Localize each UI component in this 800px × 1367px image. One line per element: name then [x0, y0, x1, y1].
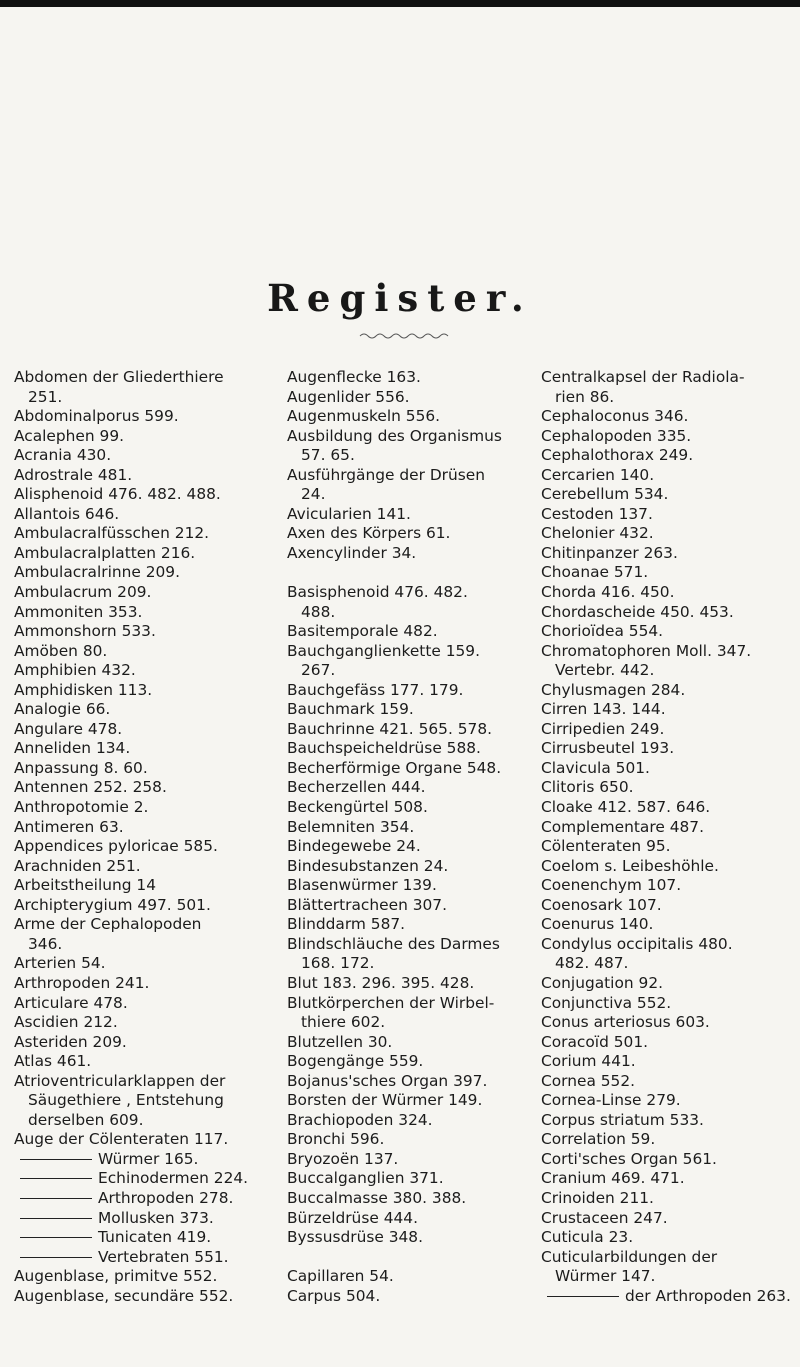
index-entry: Conjunctiva 552.	[541, 993, 672, 1012]
index-subentry: Echinodermen 224.	[14, 1169, 276, 1189]
index-entry: Chorioïdea 554.	[541, 622, 664, 641]
index-entry: Buccalmasse 380. 388.	[287, 1188, 467, 1207]
index-entry-continuation: 488.	[301, 602, 336, 621]
index-entry: Choanae 571.	[541, 563, 649, 582]
index-entry: Chylusmagen 284.	[541, 680, 686, 699]
index-entry: Cephalothorax 249.	[541, 446, 694, 465]
index-entry: Basisphenoid 476. 482.	[287, 583, 468, 602]
index-entry: Cestoden 137.	[541, 504, 653, 523]
index-entry: Bauchrinne 421. 565. 578.	[287, 719, 493, 738]
index-entry: Cornea 552.	[541, 1071, 636, 1090]
index-entry: Bojanus'sches Organ 397.	[287, 1071, 488, 1090]
index-entry: Buccalganglien 371.	[287, 1169, 444, 1188]
index-entry: Alisphenoid 476. 482. 488.	[14, 485, 221, 504]
index-entry: Correlation 59.	[541, 1130, 656, 1149]
page-title: Register.	[267, 276, 533, 320]
index-entry: Crustaceen 247.	[541, 1208, 668, 1227]
index-entry: Bauchganglienkette 159.	[287, 641, 480, 660]
index-entry: Ammonshorn 533.	[14, 622, 156, 641]
index-entry-continuation: 482. 487.	[555, 954, 629, 973]
index-entry: Carpus 504.	[287, 1286, 381, 1305]
index-entry: Cephalopoden 335.	[541, 426, 692, 445]
index-entry-continuation: 346.	[28, 934, 63, 953]
index-entry: Chitinpanzer 263.	[541, 543, 678, 562]
index-entry: Bauchmark 159.	[287, 700, 414, 719]
index-entry: Archipterygium 497. 501.	[14, 895, 211, 914]
index-entry: Chromatophoren Moll. 347.	[541, 641, 752, 660]
index-entry: Ambulacrum 209.	[14, 583, 152, 602]
index-entry: Complementare 487.	[541, 817, 704, 836]
index-entry-continuation: Säugethiere , Entstehung	[28, 1091, 224, 1110]
index-entry: Augenblase, secundäre 552.	[14, 1286, 234, 1305]
index-entry: Chelonier 432.	[541, 524, 654, 543]
index-entry: Arachniden 251.	[14, 856, 141, 875]
index-entry: Corpus striatum 533.	[541, 1110, 704, 1129]
index-entry: Atrioventricularklappen der	[14, 1071, 226, 1090]
index-entry: Bronchi 596.	[287, 1130, 385, 1149]
index-entry: Ambulacralrinne 209.	[14, 563, 180, 582]
index-entry: Ambulacralplatten 216.	[14, 543, 196, 562]
index-subentry: der Arthropoden 263.	[541, 1287, 797, 1307]
index-entry: Atlas 461.	[14, 1052, 92, 1071]
index-entry: Blindschläuche des Darmes	[287, 934, 500, 953]
index-entry: Avicularien 141.	[287, 504, 411, 523]
index-entry: Ausbildung des Organismus	[287, 426, 502, 445]
index-column-1	[14, 368, 276, 1306]
index-entry: Antennen 252. 258.	[14, 778, 167, 797]
index-entry: Chorda 416. 450.	[541, 583, 675, 602]
index-entry: Blut 183. 296. 395. 428.	[287, 973, 475, 992]
page-top-border	[0, 0, 800, 7]
index-entry: Blutzellen 30.	[287, 1032, 393, 1051]
index-entry: Coenenchym 107.	[541, 876, 682, 895]
index-entry: Borsten der Würmer 149.	[287, 1091, 483, 1110]
index-entry: Ammoniten 353.	[14, 602, 143, 621]
index-subentry: Vertebraten 551.	[14, 1248, 276, 1268]
index-entry: Arbeitstheilung 14	[14, 876, 156, 895]
index-entry: Axen des Körpers 61.	[287, 524, 451, 543]
index-entry: Blasenwürmer 139.	[287, 876, 437, 895]
index-entry: Cuticularbildungen der	[541, 1247, 718, 1266]
index-entry: Arterien 54.	[14, 954, 106, 973]
index-entry: Bürzeldrüse 444.	[287, 1208, 418, 1227]
index-entry: Anthropotomie 2.	[14, 798, 149, 817]
index-entry-continuation: 168. 172.	[301, 954, 375, 973]
index-entry: Cornea-Linse 279.	[541, 1091, 681, 1110]
index-entry: Amphidisken 113.	[14, 680, 153, 699]
index-entry: Bindesubstanzen 24.	[287, 856, 449, 875]
index-entry: Belemniten 354.	[287, 817, 415, 836]
index-entry: Analogie 66.	[14, 700, 111, 719]
index-entry-continuation: 251.	[28, 387, 63, 406]
index-entry: Becherzellen 444.	[287, 778, 426, 797]
index-entry: Condylus occipitalis 480.	[541, 934, 733, 953]
index-entry: Bindegewebe 24.	[287, 837, 421, 856]
index-entry: Augenflecke 163.	[287, 368, 421, 386]
index-entry: Cerebellum 534.	[541, 485, 669, 504]
index-entry: Coracoïd 501.	[541, 1032, 649, 1051]
index-entry-continuation: 24.	[301, 485, 326, 504]
index-subentry: Arthropoden 278.	[14, 1189, 276, 1209]
index-column-2	[287, 368, 537, 1306]
index-entry-continuation: rien 86.	[555, 387, 615, 406]
index-entry: Blättertracheen 307.	[287, 895, 447, 914]
index-entry: Byssusdrüse 348.	[287, 1228, 423, 1247]
index-entry-continuation: Würmer 147.	[555, 1267, 656, 1286]
index-entry: Augenlider 556.	[287, 387, 410, 406]
index-entry: Arthropoden 241.	[14, 973, 150, 992]
index-entry: Ascidien 212.	[14, 1013, 118, 1032]
index-entry: Cranium 469. 471.	[541, 1169, 685, 1188]
index-entry: Cercarien 140.	[541, 465, 655, 484]
index-entry: Basitemporale 482.	[287, 622, 438, 641]
index-entry: Cirren 143. 144.	[541, 700, 666, 719]
index-entry-continuation: 267.	[301, 661, 336, 680]
index-entry-continuation: thiere 602.	[301, 1013, 386, 1032]
index-entry: Augenmuskeln 556.	[287, 407, 441, 426]
index-entry: Bryozoën 137.	[287, 1149, 399, 1168]
index-entry: Capillaren 54.	[287, 1267, 394, 1286]
index-entry: Auge der Cölenteraten 117.	[14, 1130, 229, 1149]
index-entry: Ausführgänge der Drüsen	[287, 465, 486, 484]
index-entry: Blinddarm 587.	[287, 915, 406, 934]
index-entry: Acalephen 99.	[14, 426, 125, 445]
index-entry: Arme der Cephalopoden	[14, 915, 202, 934]
title-ornament	[358, 331, 450, 341]
index-entry: Axencylinder 34.	[287, 543, 417, 562]
index-entry: Corti'sches Organ 561.	[541, 1149, 717, 1168]
index-entry: Ambulacralfüsschen 212.	[14, 524, 210, 543]
index-entry: Anpassung 8. 60.	[14, 758, 148, 777]
index-entry: Blutkörperchen der Wirbel-	[287, 993, 495, 1012]
index-entry: Cuticula 23.	[541, 1228, 634, 1247]
index-entry: Anneliden 134.	[14, 739, 131, 758]
section-gap	[287, 563, 537, 583]
index-entry: Crinoiden 211.	[541, 1188, 654, 1207]
index-subentry: Mollusken 373.	[14, 1209, 276, 1229]
index-entry: Antimeren 63.	[14, 817, 124, 836]
index-entry-continuation: derselben 609.	[28, 1110, 144, 1129]
index-entry: Abdominalporus 599.	[14, 407, 179, 426]
index-entry: Brachiopoden 324.	[287, 1110, 433, 1129]
index-entry: Augenblase, primitve 552.	[14, 1267, 218, 1286]
index-entry: Cirripedien 249.	[541, 719, 665, 738]
index-entry: Cirrusbeutel 193.	[541, 739, 675, 758]
index-entry: Chordascheide 450. 453.	[541, 602, 734, 621]
index-entry: Acrania 430.	[14, 446, 112, 465]
index-entry: Appendices pyloricae 585.	[14, 837, 218, 856]
index-entry: Cephaloconus 346.	[541, 407, 689, 426]
index-entry: Clitoris 650.	[541, 778, 634, 797]
index-entry: Centralkapsel der Radiola-	[541, 368, 745, 386]
section-gap	[287, 1248, 537, 1268]
index-entry: Cloake 412. 587. 646.	[541, 798, 711, 817]
index-entry: Adrostrale 481.	[14, 465, 133, 484]
index-entry: Coelom s. Leibeshöhle.	[541, 856, 719, 875]
index-entry-continuation: Vertebr. 442.	[555, 661, 655, 680]
index-subentry: Würmer 165.	[14, 1150, 276, 1170]
index-entry: Bogengänge 559.	[287, 1052, 424, 1071]
index-entry: Corium 441.	[541, 1052, 636, 1071]
index-entry: Angulare 478.	[14, 719, 123, 738]
index-entry: Cölenteraten 95.	[541, 837, 671, 856]
index-entry: Coenurus 140.	[541, 915, 654, 934]
index-entry: Asteriden 209.	[14, 1032, 127, 1051]
index-entry: Clavicula 501.	[541, 758, 650, 777]
index-entry: Conus arteriosus 603.	[541, 1013, 710, 1032]
index-entry: Coenosark 107.	[541, 895, 662, 914]
index-entry: Beckengürtel 508.	[287, 798, 428, 817]
index-column-3	[541, 368, 797, 1306]
index-subentry: Tunicaten 419.	[14, 1228, 276, 1248]
index-entry: Abdomen der Gliederthiere	[14, 368, 224, 386]
index-entry: Articulare 478.	[14, 993, 128, 1012]
index-entry: Allantois 646.	[14, 504, 120, 523]
index-entry-continuation: 57. 65.	[301, 446, 355, 465]
index-entry: Bauchgefäss 177. 179.	[287, 680, 464, 699]
index-entry: Bauchspeicheldrüse 588.	[287, 739, 481, 758]
index-entry: Conjugation 92.	[541, 973, 663, 992]
index-entry: Amphibien 432.	[14, 661, 136, 680]
index-entry: Becherförmige Organe 548.	[287, 758, 502, 777]
index-entry: Amöben 80.	[14, 641, 108, 660]
